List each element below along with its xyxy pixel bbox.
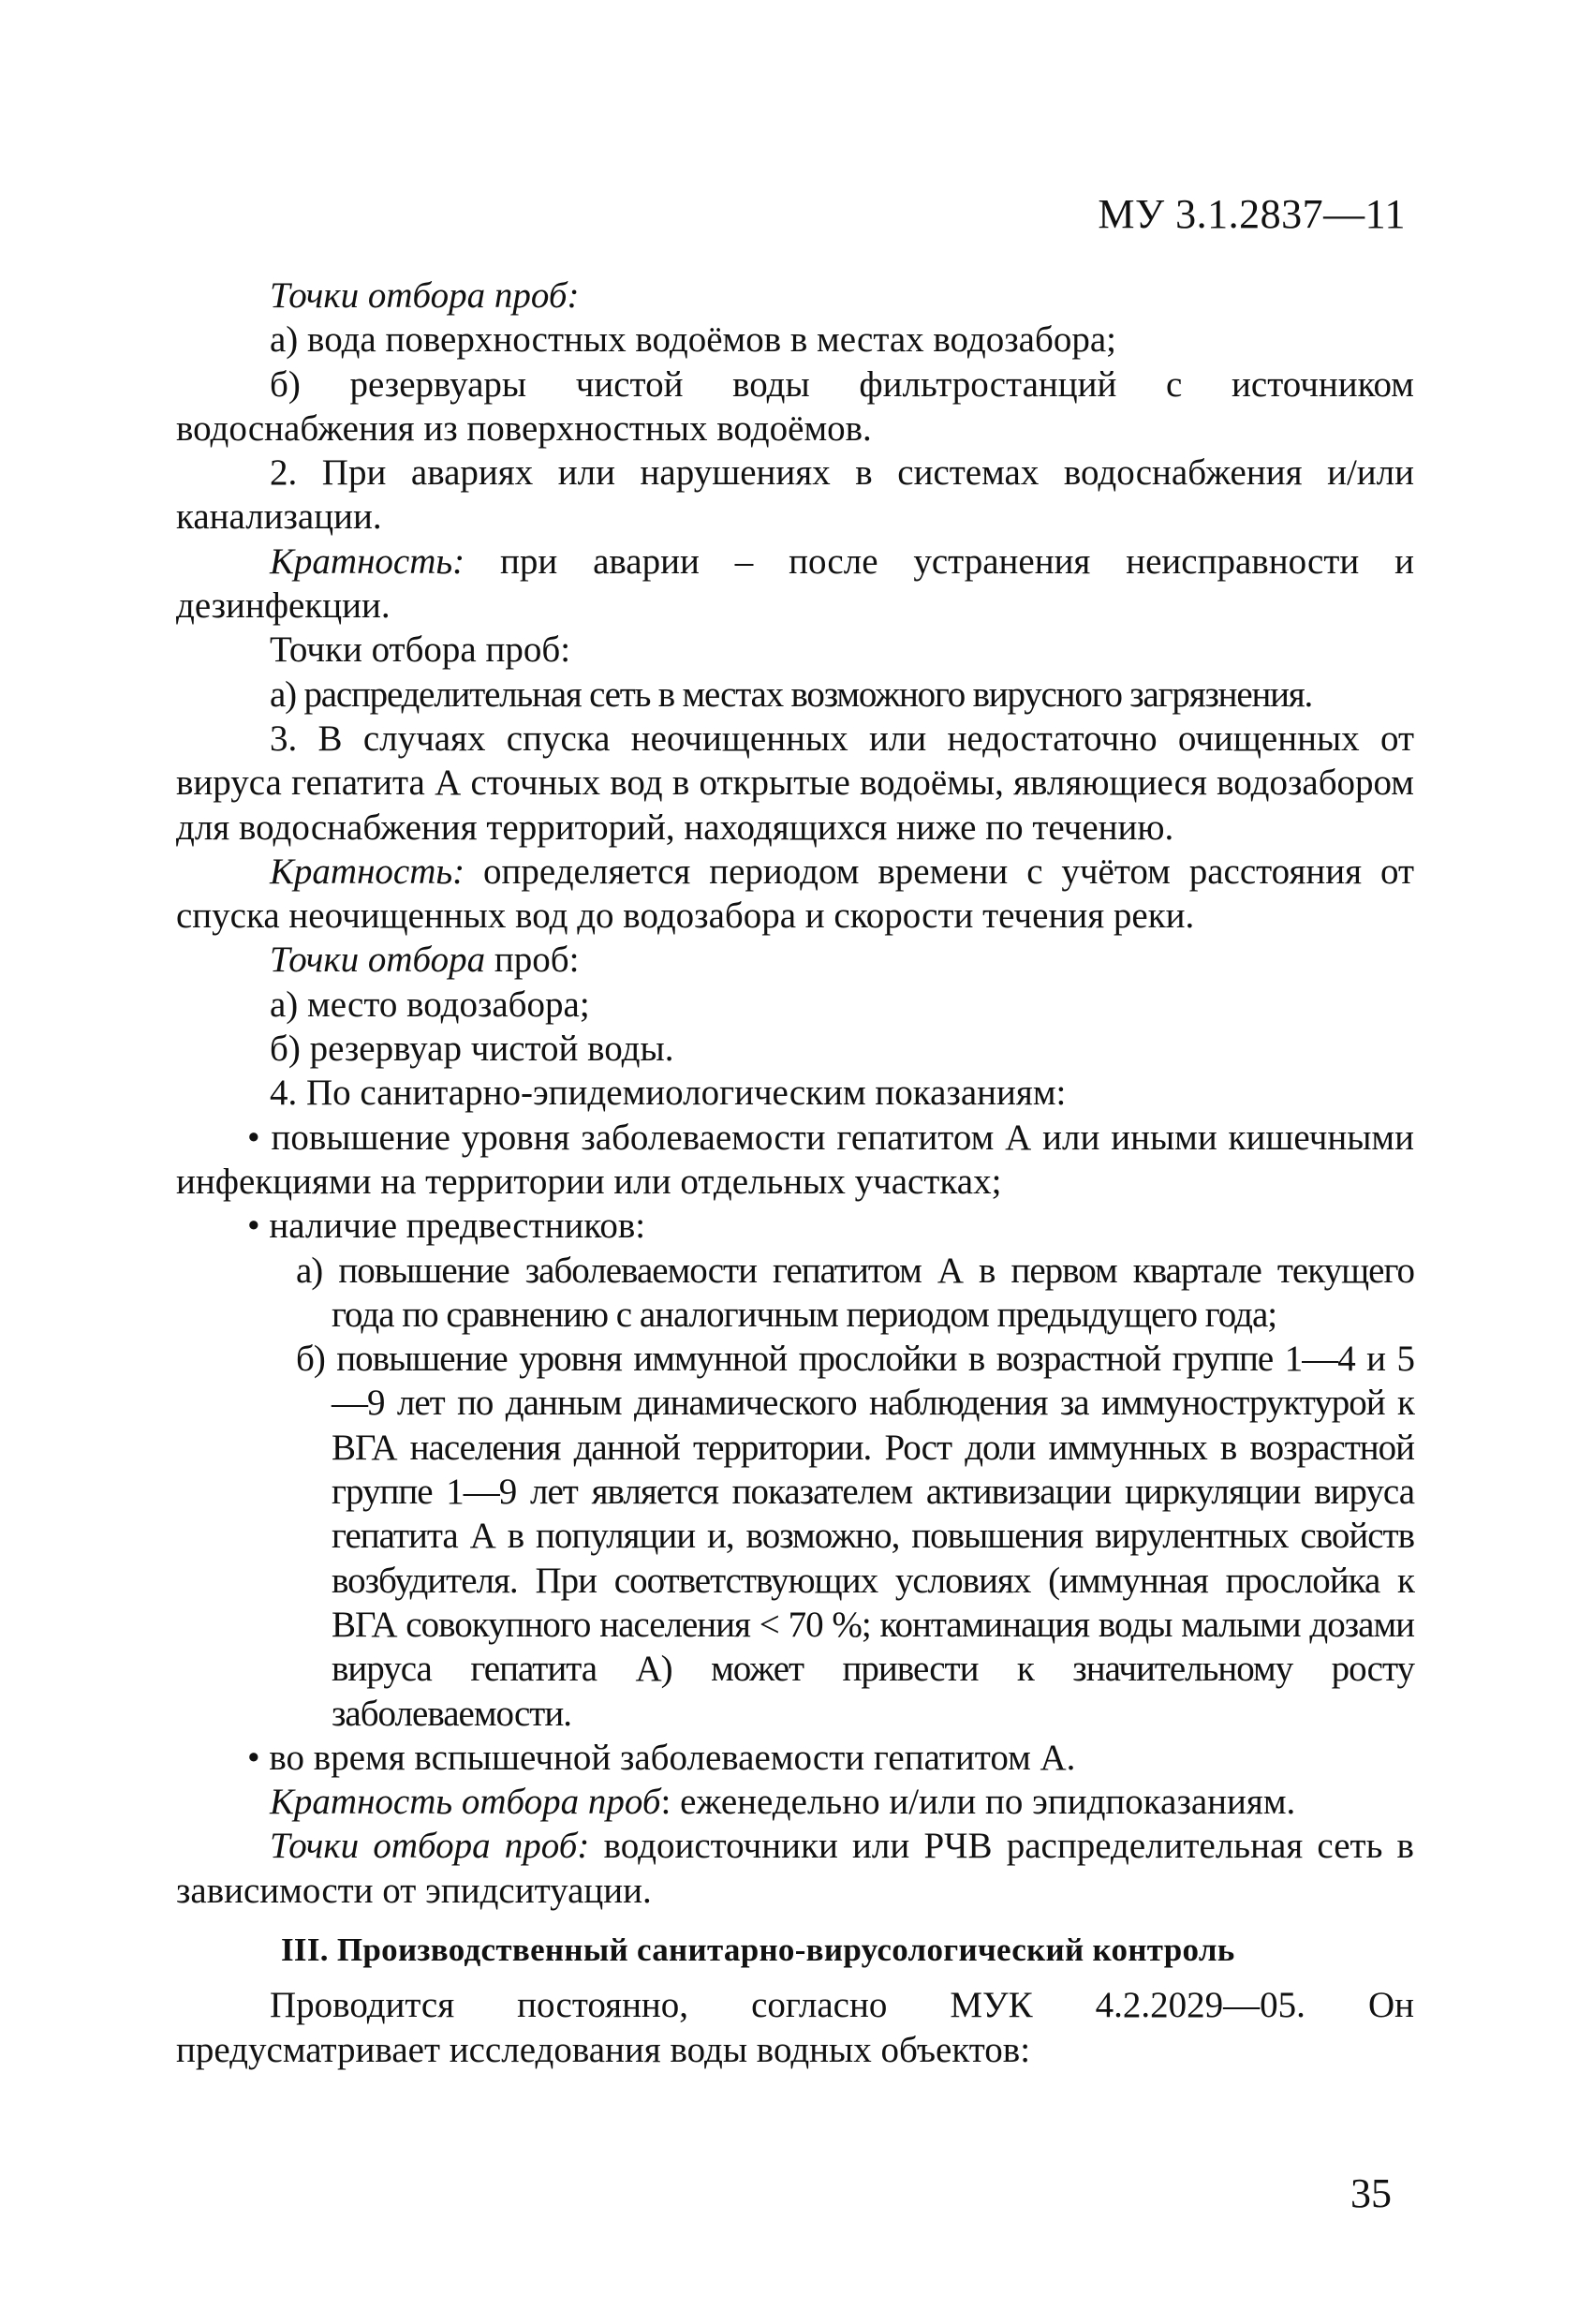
paragraph-text: : еженедельно и/или по эпидпоказаниям. <box>660 1782 1296 1823</box>
sub-item: а) повышение заболеваемости гепатитом А в первом квартале текущего года по сравнению с аналогичным периодом предыдущего года; <box>296 1250 1414 1335</box>
italic-label: Кратность отбора проб <box>270 1782 661 1823</box>
bullet-item <box>176 1204 1414 1248</box>
page-number: 35 <box>1350 2170 1392 2216</box>
bullet-icon: • <box>247 1206 260 1247</box>
paragraph <box>176 540 1414 629</box>
document-body <box>176 274 1414 2072</box>
paragraph-text: проб: <box>485 940 580 981</box>
paragraph <box>176 1824 1414 1913</box>
italic-label: Точки отбора <box>270 940 486 981</box>
bullet-icon: • <box>247 1737 260 1778</box>
paragraph: 4. По санитарно-эпидемиологическим показаниям: <box>270 1073 1067 1114</box>
paragraph-text: наличие предвестников: <box>259 1206 646 1247</box>
italic-label: Кратность: <box>270 540 465 582</box>
bullet-item <box>176 1116 1414 1205</box>
bullet-item <box>176 1736 1414 1780</box>
paragraph <box>176 850 1414 939</box>
italic-label: Кратность: <box>270 851 465 892</box>
paragraph-text: при аварии – после устранения неисправности и дезинфекции. <box>176 540 1414 627</box>
paragraph: а) вода поверхностных водоёмов в местах водозабора; <box>270 319 1116 361</box>
paragraph: Проводится постоянно, согласно МУК 4.2.2029—05. Он предусматривает исследования воды водных объектов: <box>176 1985 1414 2070</box>
paragraph <box>176 938 1414 982</box>
paragraph-text: водоисточники или РЧВ распределительная сеть в зависимости от эпидситуации. <box>176 1826 1414 1911</box>
paragraph-text: во время вспышечной заболеваемости гепатитом А. <box>259 1737 1076 1778</box>
italic-label: Точки отбора проб: <box>270 275 580 316</box>
paragraph-text: определяется периодом времени с учётом расстояния от спуска неочищенных вод до водозабора и скорости течения реки. <box>176 851 1414 937</box>
section-heading: III. Производственный санитарно-вирусологический контроль <box>281 1931 1235 1968</box>
paragraph: 2. При авариях или нарушениях в системах водоснабжения и/или канализации. <box>176 452 1414 538</box>
paragraph: а) распределительная сеть в местах возможного вирусного загрязнения. <box>270 674 1313 715</box>
sub-item: б) повышение уровня иммунной прослойки в возрастной группе 1—4 и 5—9 лет по данным динамического наблюдения за иммуноструктурой к ВГА населения данной территории. Рост доли иммунных в возрастной группе 1—9 лет является показателем активизации циркуляции вируса гепатита А в популяции и, возможно, повышения вирулентных свойств возбудителя. При соответствующих условиях (иммунная прослойка к ВГА совокупного населения < 70 %; контаминация воды малыми дозами вируса гепатита А) может привести к значительному росту заболеваемости. <box>296 1339 1414 1734</box>
bullet-icon: • <box>247 1117 260 1158</box>
document-code: МУ 3.1.2837—11 <box>1098 191 1406 237</box>
paragraph-text: повышение уровня заболеваемости гепатитом А или иными кишечными инфекциями на территории или отдельных участках; <box>176 1117 1414 1202</box>
paragraph: б) резервуар чистой воды. <box>270 1029 674 1070</box>
paragraph <box>176 274 1414 318</box>
paragraph: б) резервуары чистой воды фильтростанций с источником водоснабжения из поверхностных водоёмов. <box>176 363 1414 449</box>
italic-label: Точки отбора проб: <box>270 1826 590 1867</box>
paragraph: а) место водозабора; <box>270 984 590 1025</box>
paragraph: Точки отбора проб: <box>270 629 571 671</box>
paragraph <box>176 1780 1414 1824</box>
paragraph: 3. В случаях спуска неочищенных или недостаточно очищенных от вируса гепатита А сточных вод в открытые водоёмы, являющиеся водозабором для водоснабжения территорий, находящихся ниже по течению. <box>176 718 1414 848</box>
